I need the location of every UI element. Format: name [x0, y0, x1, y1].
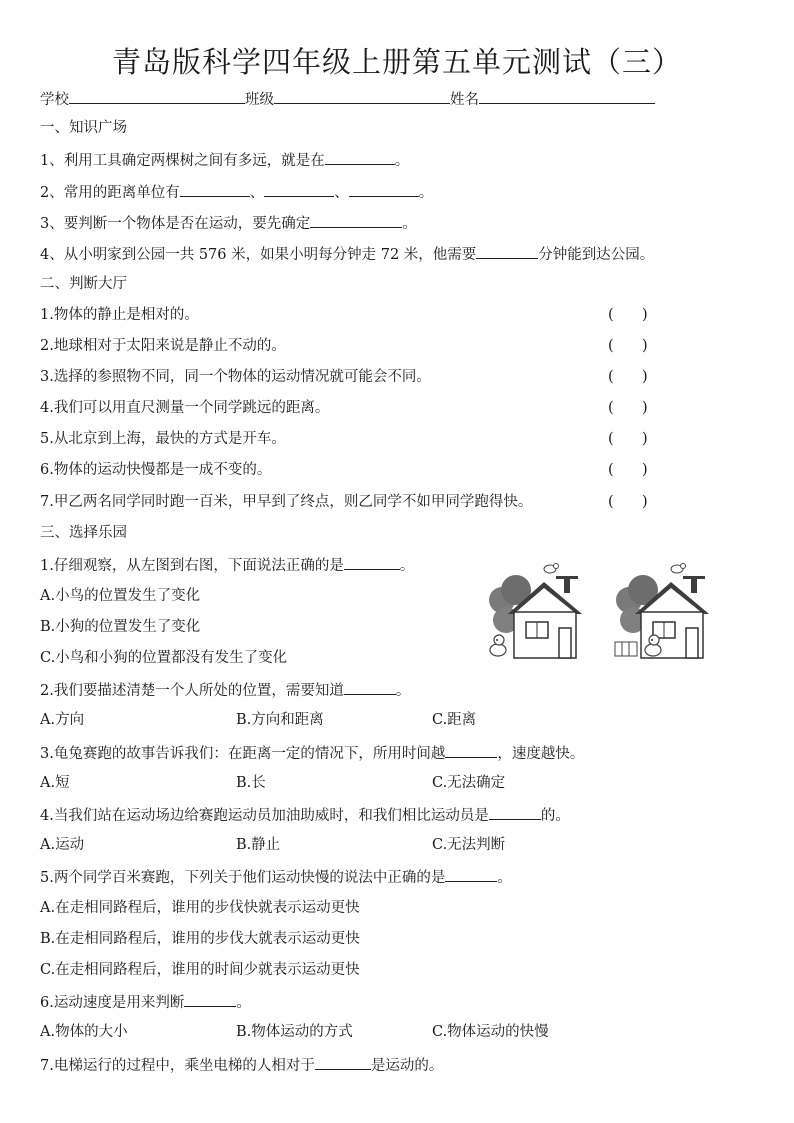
s1-q3-end: 。 [402, 216, 417, 232]
s2-statement-4: 4.我们可以用直尺测量一个同学跳远的距离。 [40, 400, 330, 416]
chimney-cap [683, 576, 705, 579]
name-field[interactable] [479, 88, 655, 104]
s1-question-4 [40, 243, 654, 265]
s3-q1-option-b[interactable]: B.小狗的位置发生了变化 [40, 619, 201, 635]
chimney-icon [564, 579, 570, 593]
class-label: 班级 [245, 92, 274, 108]
s3-q5-option-b[interactable]: B.在走相同路程后，谁用的步伐大就表示运动更快 [40, 931, 360, 947]
s3-q1-option-a[interactable]: A.小鸟的位置发生了变化 [40, 588, 201, 604]
s3-q4-option-b[interactable]: B.静止 [236, 837, 281, 853]
s1-q3-blank[interactable] [310, 212, 402, 228]
s3-q3-option-c[interactable]: C.无法确定 [432, 775, 506, 791]
page-title: 青岛版科学四年级上册第五单元测试（三） [111, 45, 682, 79]
s1-q1-blank[interactable] [325, 149, 395, 165]
name-label: 姓名 [450, 92, 479, 108]
door-icon [559, 628, 571, 658]
paren-open: ( [608, 462, 614, 478]
right-scene [615, 564, 709, 659]
s3-q7-end: 是运动的。 [370, 1058, 444, 1074]
s3-q3-option-a[interactable]: A.短 [40, 775, 70, 791]
s1-q4-text: 4、从小明家到公园一共 576 米，如果小明每分钟走 72 米，他需要 [40, 247, 477, 263]
paren-close: ) [642, 494, 648, 510]
s3-q2-text: 2.我们要描述清楚一个人所处的位置，需要知道 [40, 683, 344, 699]
s3-q2-option-c[interactable]: C.距离 [432, 712, 477, 728]
s3-q4-text: 4.当我们站在运动场边给赛跑运动员加油助威时，和我们相比运动员是 [40, 808, 489, 824]
paren-close: ) [642, 307, 648, 323]
fence-icon [615, 642, 637, 656]
s3-q4-option-a[interactable]: A.运动 [40, 837, 85, 853]
paren-close: ) [642, 400, 648, 416]
s1-q2-blank-3[interactable] [349, 181, 419, 197]
s3-q2-blank[interactable] [344, 679, 396, 695]
s1-q2-sep-2: 、 [334, 185, 349, 201]
s1-question-1 [40, 149, 409, 171]
s3-q4-option-c[interactable]: C.无法判断 [432, 837, 506, 853]
house-scene-illustration [486, 562, 726, 667]
s2-answer-7[interactable] [608, 492, 648, 512]
paren-open: ( [608, 400, 614, 416]
s3-q6-option-b[interactable]: B.物体运动的方式 [236, 1024, 353, 1040]
s3-q7-text: 7.电梯运行的过程中，乘坐电梯的人相对于 [40, 1058, 315, 1074]
s1-q1-text: 1、利用工具确定两棵树之间有多远，就是在 [40, 153, 325, 169]
chimney-icon [691, 579, 697, 593]
s1-q2-sep-1: 、 [249, 185, 265, 201]
paren-close: ) [642, 338, 648, 354]
s2-statement-5: 5.从北京到上海，最快的方式是开车。 [40, 431, 286, 447]
door-icon [686, 628, 698, 658]
s3-q5-stem [40, 866, 512, 888]
paren-close: ) [642, 431, 648, 447]
s3-q5-option-c[interactable]: C.在走相同路程后，谁用的时间少就表示运动更快 [40, 962, 360, 978]
s3-q5-option-a[interactable]: A.在走相同路程后，谁用的步伐快就表示运动更快 [40, 900, 360, 916]
s3-q7-blank[interactable] [315, 1054, 371, 1070]
s3-q1-text: 1.仔细观察，从左图到右图，下面说法正确的是 [40, 558, 344, 574]
s3-q2-stem [40, 679, 410, 701]
s3-q6-option-a[interactable]: A.物体的大小 [40, 1024, 128, 1040]
s3-q2-option-b[interactable]: B.方向和距离 [236, 712, 324, 728]
s1-question-3 [40, 212, 417, 234]
s3-q4-stem [40, 804, 570, 826]
s1-q1-end: 。 [394, 153, 410, 169]
s3-q5-text: 5.两个同学百米赛跑，下列关于他们运动快慢的说法中正确的是 [40, 870, 446, 886]
s3-q1-end: 。 [399, 558, 415, 574]
s2-answer-3[interactable] [608, 367, 648, 387]
s2-answer-5[interactable] [608, 429, 648, 449]
s1-question-2 [40, 181, 433, 203]
s3-q2-option-a[interactable]: A.方向 [40, 712, 85, 728]
s1-q2-end: 。 [418, 185, 434, 201]
s2-answer-2[interactable] [608, 336, 648, 356]
s1-q2-blank-2[interactable] [264, 181, 334, 197]
left-scene [489, 564, 582, 659]
s2-answer-4[interactable] [608, 398, 648, 418]
s3-q5-blank[interactable] [445, 866, 497, 882]
s3-q3-stem [40, 742, 584, 764]
s2-answer-1[interactable] [608, 305, 648, 325]
paren-open: ( [608, 338, 614, 354]
s2-statement-3: 3.选择的参照物不同，同一个物体的运动情况就可能会不同。 [40, 369, 431, 385]
paren-close: ) [642, 462, 648, 478]
s2-statement-6: 6.物体的运动快慢都是一成不变的。 [40, 462, 272, 478]
paren-open: ( [608, 369, 614, 385]
s1-q4-end: 分钟能到达公园。 [538, 247, 655, 263]
s2-statement-2: 2.地球相对于太阳来说是静止不动的。 [40, 338, 286, 354]
s3-q5-end: 。 [497, 870, 512, 886]
s1-q3-text: 3、要判断一个物体是否在运动，要先确定 [40, 216, 311, 232]
s1-q2-blank-1[interactable] [180, 181, 250, 197]
section1-heading: 一、知识广场 [40, 120, 127, 136]
chimney-cap [556, 576, 578, 579]
paren-open: ( [608, 431, 614, 447]
s3-q7-stem [40, 1054, 443, 1076]
s3-q3-blank[interactable] [445, 742, 497, 758]
s3-q6-blank[interactable] [184, 991, 236, 1007]
paren-close: ) [642, 369, 648, 385]
s3-q1-stem [40, 554, 414, 576]
dog-icon [645, 644, 661, 656]
section2-heading: 二、判断大厅 [40, 276, 127, 292]
s3-q4-blank[interactable] [489, 804, 541, 820]
s3-q6-text: 6.运动速度是用来判断 [40, 995, 185, 1011]
s3-q6-option-c[interactable]: C.物体运动的快慢 [432, 1024, 549, 1040]
class-field[interactable] [274, 88, 450, 104]
s1-q2-text: 2、常用的距离单位有 [40, 185, 180, 201]
s3-q2-end: 。 [395, 683, 411, 699]
school-field[interactable] [69, 88, 245, 104]
paren-open: ( [608, 307, 614, 323]
s3-q3-option-b[interactable]: B.长 [236, 775, 266, 791]
s3-q1-blank[interactable] [344, 554, 400, 570]
s3-q1-option-c[interactable]: C.小鸟和小狗的位置都没有发生了变化 [40, 650, 288, 666]
section3-heading: 三、选择乐园 [40, 525, 127, 541]
s3-q4-end: 的。 [540, 808, 570, 824]
s1-q4-blank[interactable] [476, 243, 538, 259]
s3-q6-end: 。 [236, 995, 251, 1011]
school-label: 学校 [40, 92, 69, 108]
s2-answer-6[interactable] [608, 460, 648, 480]
s3-q3-text: 3.龟兔赛跑的故事告诉我们：在距离一定的情况下，所用时间越 [40, 746, 446, 762]
student-info-row [40, 88, 655, 110]
paren-open: ( [608, 494, 614, 510]
s3-q3-end: ，速度越快。 [497, 746, 585, 762]
dog-icon [490, 644, 506, 656]
s3-q6-stem [40, 991, 251, 1013]
s2-statement-7: 7.甲乙两名同学同时跑一百米，甲早到了终点，则乙同学不如甲同学跑得快。 [40, 494, 533, 510]
s2-statement-1: 1.物体的静止是相对的。 [40, 307, 199, 323]
